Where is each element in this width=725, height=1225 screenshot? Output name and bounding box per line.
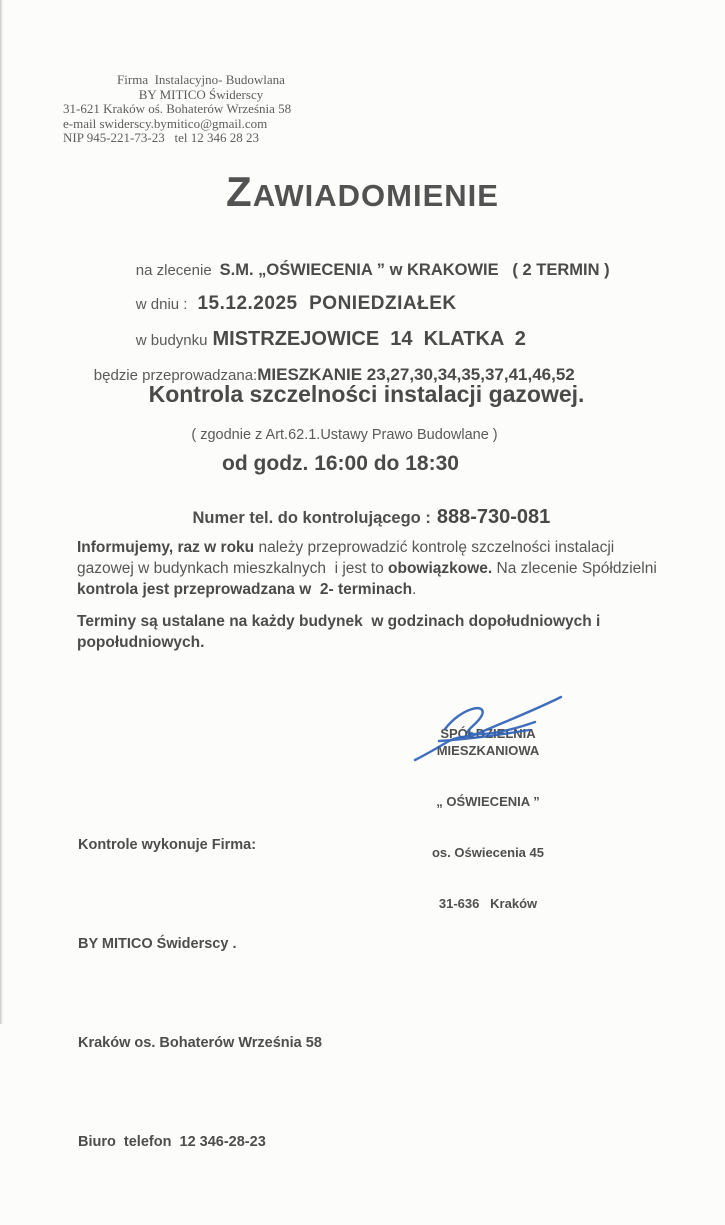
scope-value: MIESZKANIE 23,27,30,34,35,37,41,46,52 bbox=[257, 365, 575, 384]
order-prefix: na zlecenie bbox=[135, 262, 212, 279]
cooperative-stamp bbox=[398, 691, 578, 946]
date-prefix: w dniu : bbox=[135, 296, 188, 313]
page-title: ZAWIADOMIENIE bbox=[226, 168, 499, 215]
legal-basis: ( zgodnie z Art.62.1.Ustawy Prawo Budowlane ) bbox=[191, 427, 498, 443]
stamp-city: 31-636 Kraków bbox=[438, 896, 538, 911]
stamp-street: os. Oświecenia 45 bbox=[431, 845, 544, 860]
letterhead bbox=[63, 73, 339, 146]
terms-paragraph: Terminy są ustalane na każdy budynek w godzinach dopołudniowych i popołudniowych. bbox=[77, 613, 605, 651]
inspection-subject: Kontrola szczelności instalacji gazowej. bbox=[148, 381, 585, 407]
letterhead-company-type: Firma Instalacyjno- Budowlana bbox=[117, 72, 285, 87]
stamp-org-name: SPÓŁDZIELNIA MIESZKANIOWA bbox=[436, 726, 540, 758]
phone-number: 888-730-081 bbox=[436, 506, 551, 528]
info-bold-2: obowiązkowe. bbox=[388, 560, 493, 577]
letterhead-email: e-mail swiderscy.bymitico@gmail.com bbox=[63, 115, 268, 131]
phone-label: Numer tel. do kontrolującego : bbox=[192, 509, 431, 527]
footer-address: Kraków os. Bohaterów Września 58 bbox=[78, 1035, 322, 1051]
letterhead-nip-tel: NIP 945-221-73-23 tel 12 346 28 23 bbox=[63, 130, 259, 146]
footer-phone: Biuro telefon 12 346-28-23 bbox=[78, 1134, 266, 1150]
letterhead-address: 31-621 Kraków oś. Bohaterów Września 58 bbox=[63, 101, 292, 117]
stamp-org-quoted-name: „ OŚWIECENIA ” bbox=[436, 794, 540, 809]
building-prefix: w budynku bbox=[135, 332, 208, 349]
inspection-hours: od godz. 16:00 do 18:30 bbox=[222, 452, 459, 475]
info-paragraph bbox=[77, 537, 665, 600]
order-value: S.M. „OŚWIECENIA ” w KRAKOWIE ( 2 TERMIN ) bbox=[219, 261, 610, 279]
info-regular-3: . bbox=[412, 581, 417, 598]
building-value: MISTRZEJOWICE 14 KLATKA 2 bbox=[212, 328, 526, 350]
letterhead-company-name: BY MITICO Świderscy bbox=[138, 86, 264, 102]
info-bold-3: kontrola jest przeprowadzana w 2- terminach bbox=[77, 581, 413, 598]
footer-company: BY MITICO Świderscy . bbox=[78, 936, 237, 952]
contractor-footer bbox=[78, 763, 322, 1225]
scope-prefix: będzie przeprowadzana: bbox=[93, 367, 258, 384]
footer-heading: Kontrole wykonuje Firma: bbox=[78, 837, 257, 853]
date-value: 15.12.2025 PONIEDZIAŁEK bbox=[197, 293, 457, 314]
info-bold-1: Informujemy, raz w roku bbox=[77, 539, 255, 556]
info-regular-2: Na zlecenie Spółdzielni bbox=[492, 560, 662, 577]
info-regular-1: należy przeprowadzić kontrolę szczelności instalacji gazowej w budynkach mieszkalnych i jest to bbox=[77, 539, 619, 577]
